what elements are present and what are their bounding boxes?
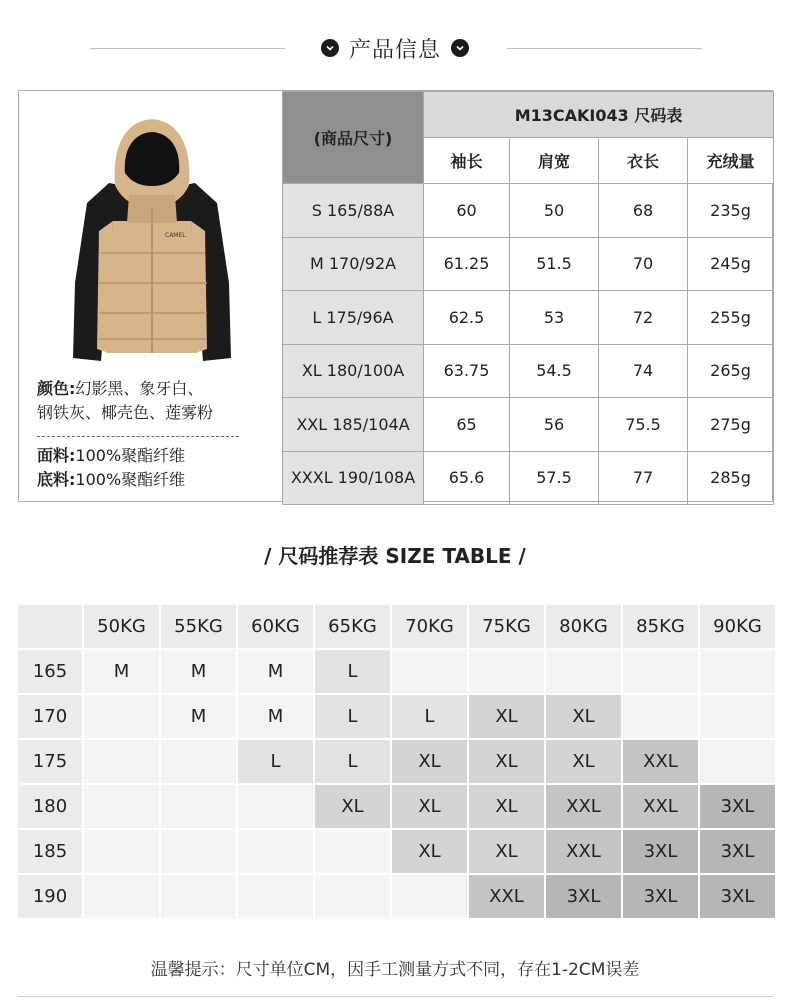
recommended-size-cell [546, 650, 621, 693]
measurement-cell: 60 [424, 184, 510, 238]
table-row [283, 184, 774, 238]
measurement-cell: 285g [688, 451, 774, 505]
column-header: 衣长 [599, 138, 688, 184]
size-cell: M 170/92A [283, 237, 424, 291]
size-chart-table [282, 91, 774, 505]
height-label: 175 [18, 740, 82, 783]
recommended-size-cell [161, 875, 236, 918]
recommended-size-cell: M [84, 650, 159, 693]
recommended-size-cell [238, 875, 313, 918]
recommended-size-cell [238, 830, 313, 873]
recommended-size-cell: XL [469, 785, 544, 828]
recommended-size-cell: M [161, 650, 236, 693]
recommended-size-cell: 3XL [700, 875, 775, 918]
height-label: 165 [18, 650, 82, 693]
weight-header: 70KG [392, 605, 467, 648]
fabric-spec: 面料:100%聚酯纤维 [37, 446, 186, 465]
table-row [18, 650, 775, 693]
weight-header: 80KG [546, 605, 621, 648]
recommended-size-cell: L [392, 695, 467, 738]
measurement-cell: 72 [599, 291, 688, 345]
recommended-size-cell: L [315, 650, 390, 693]
table-row [283, 237, 774, 291]
measurement-cell: 74 [599, 344, 688, 398]
measurement-cell: 255g [688, 291, 774, 345]
recommended-size-cell: XL [392, 740, 467, 783]
recommended-size-cell: XL [546, 695, 621, 738]
recommended-size-cell: M [238, 695, 313, 738]
table-row [18, 785, 775, 828]
recommended-size-cell: XL [546, 740, 621, 783]
colors-line-2: 钢铁灰、椰壳色、莲雾粉 [37, 403, 214, 422]
size-cell: L 175/96A [283, 291, 424, 345]
size-chart-title: M13CAKI043 尺码表 [424, 92, 774, 138]
measurement-cell: 77 [599, 451, 688, 505]
measurement-cell: 62.5 [424, 291, 510, 345]
table-row [18, 740, 775, 783]
recommended-size-cell [392, 650, 467, 693]
recommended-size-cell [84, 740, 159, 783]
weight-header: 85KG [623, 605, 698, 648]
recommended-size-cell [392, 875, 467, 918]
chevron-down-icon [451, 39, 469, 57]
table-row [18, 875, 775, 918]
measurement-cell: 65 [424, 398, 510, 452]
recommended-size-cell [700, 695, 775, 738]
recommended-size-cell: XXL [546, 830, 621, 873]
recommended-size-cell [84, 695, 159, 738]
column-header: 充绒量 [688, 138, 774, 184]
measurement-cell: 70 [599, 237, 688, 291]
recommended-size-cell: 3XL [700, 785, 775, 828]
recommended-size-cell: L [315, 740, 390, 783]
table-corner [18, 605, 82, 648]
table-row [18, 695, 775, 738]
measurement-cell: 75.5 [599, 398, 688, 452]
recommended-size-cell: 3XL [700, 830, 775, 873]
recommended-size-cell: XXL [469, 875, 544, 918]
measurement-note: 温馨提示：尺寸单位CM，因手工测量方式不同，存在1-2CM误差 [150, 960, 640, 980]
chevron-down-icon [321, 39, 339, 57]
recommended-size-cell [315, 875, 390, 918]
dashed-divider [37, 436, 239, 437]
measurement-cell: 61.25 [424, 237, 510, 291]
weight-header: 75KG [469, 605, 544, 648]
measurement-cell: 68 [599, 184, 688, 238]
weight-header: 90KG [700, 605, 775, 648]
recommended-size-cell [469, 650, 544, 693]
size-cell: S 165/88A [283, 184, 424, 238]
measurement-cell: 63.75 [424, 344, 510, 398]
recommended-size-cell [161, 740, 236, 783]
measurement-cell: 54.5 [510, 344, 599, 398]
recommended-size-cell [623, 650, 698, 693]
size-cell: XL 180/100A [283, 344, 424, 398]
column-header: 袖长 [424, 138, 510, 184]
table-row [283, 451, 774, 505]
table-row [283, 344, 774, 398]
measurement-cell: 57.5 [510, 451, 599, 505]
recommended-size-cell: XL [469, 695, 544, 738]
size-cell: XXXL 190/108A [283, 451, 424, 505]
size-recommendation-table [16, 603, 777, 920]
recommended-size-cell [623, 695, 698, 738]
size-table-title: / 尺码推荐表 SIZE TABLE / [264, 544, 526, 568]
height-label: 170 [18, 695, 82, 738]
recommended-size-cell [84, 875, 159, 918]
recommended-size-cell [238, 785, 313, 828]
divider-left [90, 48, 285, 49]
recommended-size-cell: 3XL [623, 875, 698, 918]
recommended-size-cell [700, 650, 775, 693]
product-block [18, 90, 773, 502]
jacket-image [57, 113, 247, 363]
divider-right [507, 48, 702, 49]
weight-header: 60KG [238, 605, 313, 648]
recommended-size-cell [315, 830, 390, 873]
column-header: 肩宽 [510, 138, 599, 184]
measurement-cell: 51.5 [510, 237, 599, 291]
measurement-cell: 245g [688, 237, 774, 291]
measurement-cell: 65.6 [424, 451, 510, 505]
recommended-size-cell: M [161, 695, 236, 738]
recommended-size-cell: M [238, 650, 313, 693]
height-label: 190 [18, 875, 82, 918]
measurement-cell: 235g [688, 184, 774, 238]
table-row [283, 291, 774, 345]
header-title-group [305, 30, 485, 66]
recommended-size-cell: XL [392, 830, 467, 873]
product-panel [19, 91, 282, 501]
weight-header: 50KG [84, 605, 159, 648]
weight-header: 55KG [161, 605, 236, 648]
colors-line-1: 颜色:幻影黑、象牙白、 [37, 379, 204, 398]
lining-spec: 底料:100%聚酯纤维 [37, 470, 186, 489]
size-column-header: (商品尺寸) [283, 92, 424, 184]
measurement-cell: 50 [510, 184, 599, 238]
recommended-size-cell: L [238, 740, 313, 783]
recommended-size-cell: XXL [623, 785, 698, 828]
recommended-size-cell: XL [469, 740, 544, 783]
table-row [18, 830, 775, 873]
recommended-size-cell: 3XL [623, 830, 698, 873]
weight-header: 65KG [315, 605, 390, 648]
recommended-size-cell: XXL [623, 740, 698, 783]
table-row [283, 398, 774, 452]
measurement-cell: 53 [510, 291, 599, 345]
product-info-header [0, 28, 790, 68]
recommended-size-cell: L [315, 695, 390, 738]
recommended-size-cell [161, 785, 236, 828]
recommended-size-cell: XL [315, 785, 390, 828]
recommended-size-cell [700, 740, 775, 783]
height-label: 180 [18, 785, 82, 828]
measurement-cell: 265g [688, 344, 774, 398]
recommended-size-cell: 3XL [546, 875, 621, 918]
recommended-size-cell: XL [469, 830, 544, 873]
page-title: 产品信息 [348, 37, 441, 63]
recommended-size-cell [161, 830, 236, 873]
measurement-cell: 275g [688, 398, 774, 452]
bottom-divider [18, 996, 773, 997]
size-cell: XXL 185/104A [283, 398, 424, 452]
height-label: 185 [18, 830, 82, 873]
recommended-size-cell [84, 785, 159, 828]
recommended-size-cell [84, 830, 159, 873]
recommended-size-cell: XL [392, 785, 467, 828]
svg-text:CAMEL: CAMEL [165, 232, 186, 239]
measurement-cell: 56 [510, 398, 599, 452]
recommended-size-cell: XXL [546, 785, 621, 828]
